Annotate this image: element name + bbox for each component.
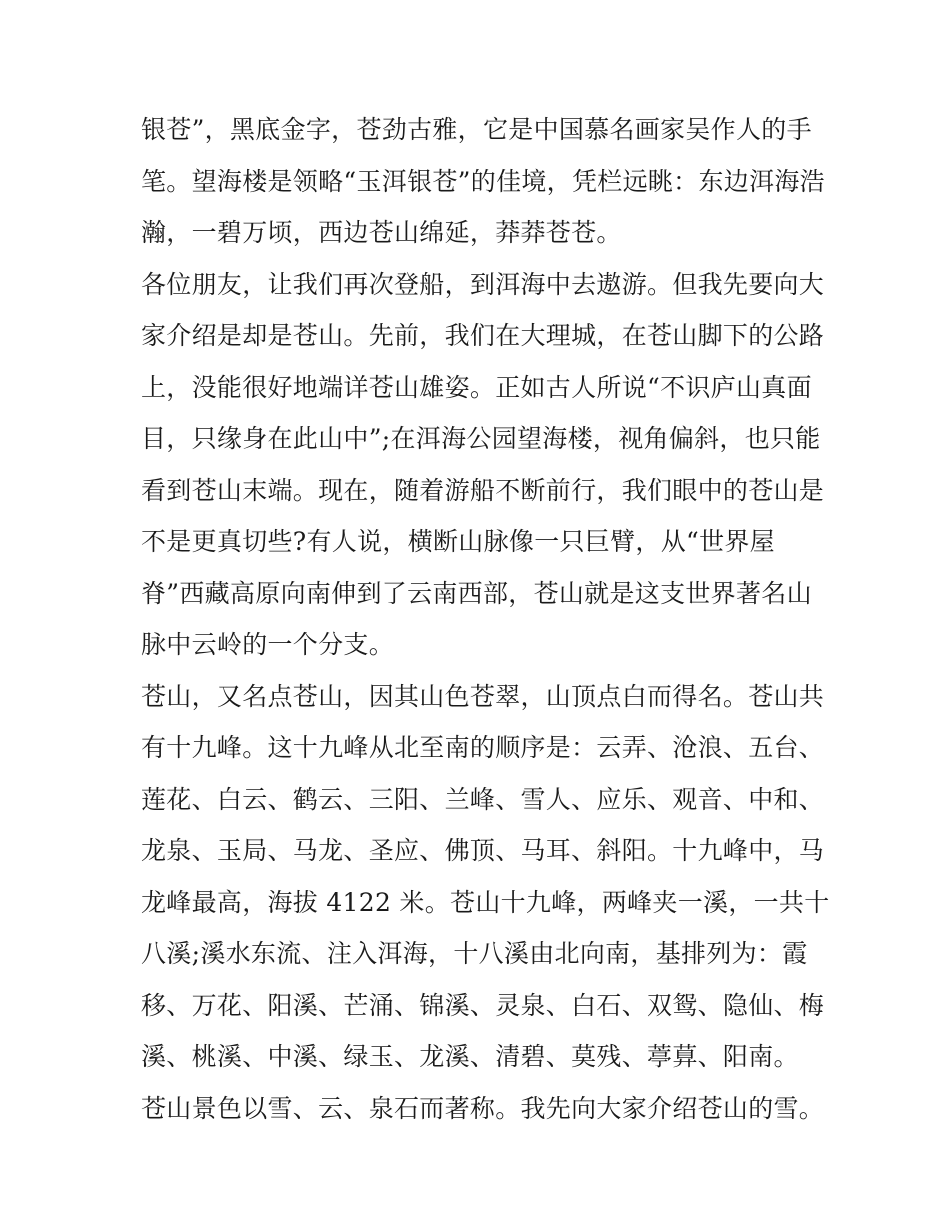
text-line: 脉中云岭的一个分支。 [141, 630, 395, 659]
text-line: 银苍”，黑底金字，苍劲古雅，它是中国慕名画家吴作人的手 [141, 115, 812, 144]
text-line: 苍山，又名点苍山，因其山色苍翠，山顶点白而得名。苍山共 [141, 681, 825, 711]
text-line: 溪、桃溪、中溪、绿玉、龙溪、清碧、莫残、葶萛、阳南。 [141, 1042, 799, 1071]
text-line: 苍山景色以雪、云、泉石而著称。我先向大家介绍苍山的雪。 [141, 1093, 825, 1123]
text-line: 不是更真切些?有人说，横断山脉像一只巨臂，从“世界屋 [141, 527, 775, 556]
text-line: 笔。望海楼是领略“玉洱银苍”的佳境，凭栏远眺：东边洱海浩 [141, 166, 825, 196]
text-line: 各位朋友，让我们再次登船，到洱海中去遨游。但我先要向大 [141, 269, 825, 299]
text-line: 有十九峰。这十九峰从北至南的顺序是：云弄、沧浪、五台、 [141, 733, 825, 762]
body-text [141, 104, 830, 1134]
text-line: 脊”西藏高原向南伸到了云南西部，苍山就是这支世界著名山 [141, 578, 812, 608]
text-line: 龙峰最高，海拔 4122 米。苍山十九峰，两峰夹一溪，一共十 [141, 887, 830, 917]
text-line: 上，没能很好地端详苍山雄姿。正如古人所说“不识庐山真面 [141, 372, 812, 402]
text-line: 目，只缘身在此山中”;在洱海公园望海楼，视角偏斜，也只能 [141, 424, 821, 453]
text-line: 看到苍山末端。现在，随着游船不断前行，我们眼中的苍山是 [141, 475, 825, 505]
text-line: 龙泉、玉局、马龙、圣应、佛顶、马耳、斜阳。十九峰中，马 [141, 836, 825, 865]
text-line: 移、万花、阳溪、芒涌、锦溪、灵泉、白石、双鸳、隐仙、梅 [141, 990, 825, 1020]
text-line: 莲花、白云、鹤云、三阳、兰峰、雪人、应乐、观音、中和、 [141, 784, 825, 814]
text-line: 八溪;溪水东流、注入洱海，十八溪由北向南，基排列为：霞 [141, 939, 808, 968]
text-line: 瀚，一碧万顷，西边苍山绵延，莽莽苍苍。 [141, 218, 622, 247]
text-line: 家介绍是却是苍山。先前，我们在大理城，在苍山脚下的公路 [141, 321, 825, 350]
